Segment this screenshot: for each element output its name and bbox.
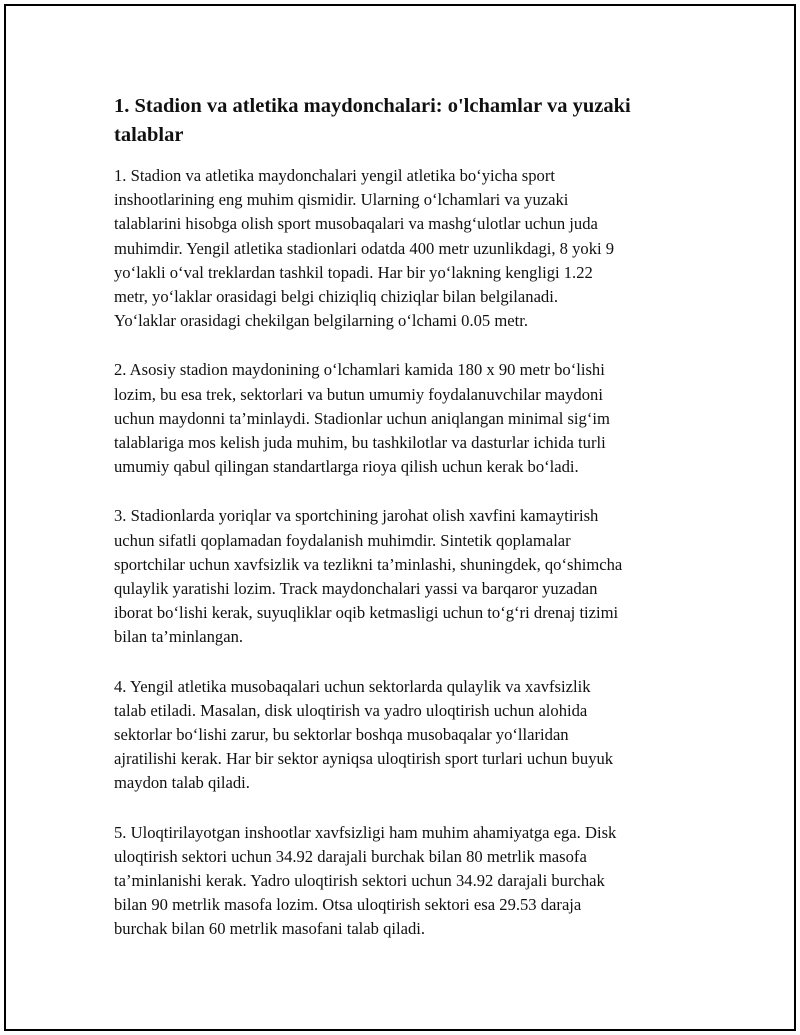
paragraph-3: 3. Stadionlarda yoriqlar va sportchining jarohat olish xavfini kamaytirish uchun sifatli qoplamadan foydalanish muhimdir. Sintetik qoplamalar sportchilar uchun xavfsizlik va tezlikni ta’minlashi, shuningdek, qo‘shimcha qulaylik yaratishi lozim. Track maydonchalari yassi va barqaror yuzadan iborat bo‘lishi kerak, suyuqliklar oqib ketmasligi uchun to‘g‘ri drenaj tizimi bilan ta’minlangan. bbox=[114, 506, 623, 647]
document-body bbox=[114, 92, 674, 967]
paragraph-2: 2. Asosiy stadion maydonining o‘lchamlari kamida 180 x 90 metr bo‘lishi lozim, bu esa trek, sektorlari va butun umumiy foydalanuvchilar maydoni uchun maydonni ta’minlaydi. Stadionlar uchun aniqlangan minimal sig‘im talablariga mos kelish juda muhim, bu tashkilotlar va dasturlar ichida turli umumiy qabul qilingan standartlarga rioya qilish uchun kerak bo‘ladi. bbox=[114, 360, 610, 477]
paragraph-1: 1. Stadion va atletika maydonchalari yengil atletika bo‘yicha sport inshootlarining eng muhim qismidir. Ularning o‘lchamlari va yuzaki talablarini hisobga olish sport musobaqalari va mashg‘ulotlar uchun juda muhimdir. Yengil atletika stadionlari odatda 400 metr uzunlikdagi, 8 yoki 9 yo‘lakli o‘val treklardan tashkil topadi. Har bir yo‘lakning kengligi 1.22 metr, yo‘laklar orasidagi belgi chiziqliq chiziqlar bilan belgilanadi. Yo‘laklar orasidagi chekilgan belgilarning o‘lchami 0.05 metr. bbox=[114, 166, 615, 331]
paragraph-4: 4. Yengil atletika musobaqalari uchun sektorlarda qulaylik va xavfsizlik talab etiladi. Masalan, disk uloqtirish va yadro uloqtirish uchun alohida sektorlar bo‘lishi zarur, bu sektorlar boshqa musobaqalar yo‘llaridan ajratilishi kerak. Har bir sektor ayniqsa uloqtirish sport turlari uchun buyuk maydon talab qiladi. bbox=[114, 676, 614, 793]
paragraph-5: 5. Uloqtirilayotgan inshootlar xavfsizligi ham muhim ahamiyatga ega. Disk uloqtirish sektori uchun 34.92 darajali burchak bilan 80 metrlik masofa ta’minlanishi kerak. Yadro uloqtirish sektori uchun 34.92 darajali burchak bilan 90 metrlik masofa lozim. Otsa uloqtirish sektori esa 29.53 daraja burchak bilan 60 metrlik masofani talab qiladi. bbox=[114, 822, 617, 939]
document-title: 1. Stadion va atletika maydonchalari: o'lchamlar va yuzaki talablar bbox=[114, 95, 631, 146]
